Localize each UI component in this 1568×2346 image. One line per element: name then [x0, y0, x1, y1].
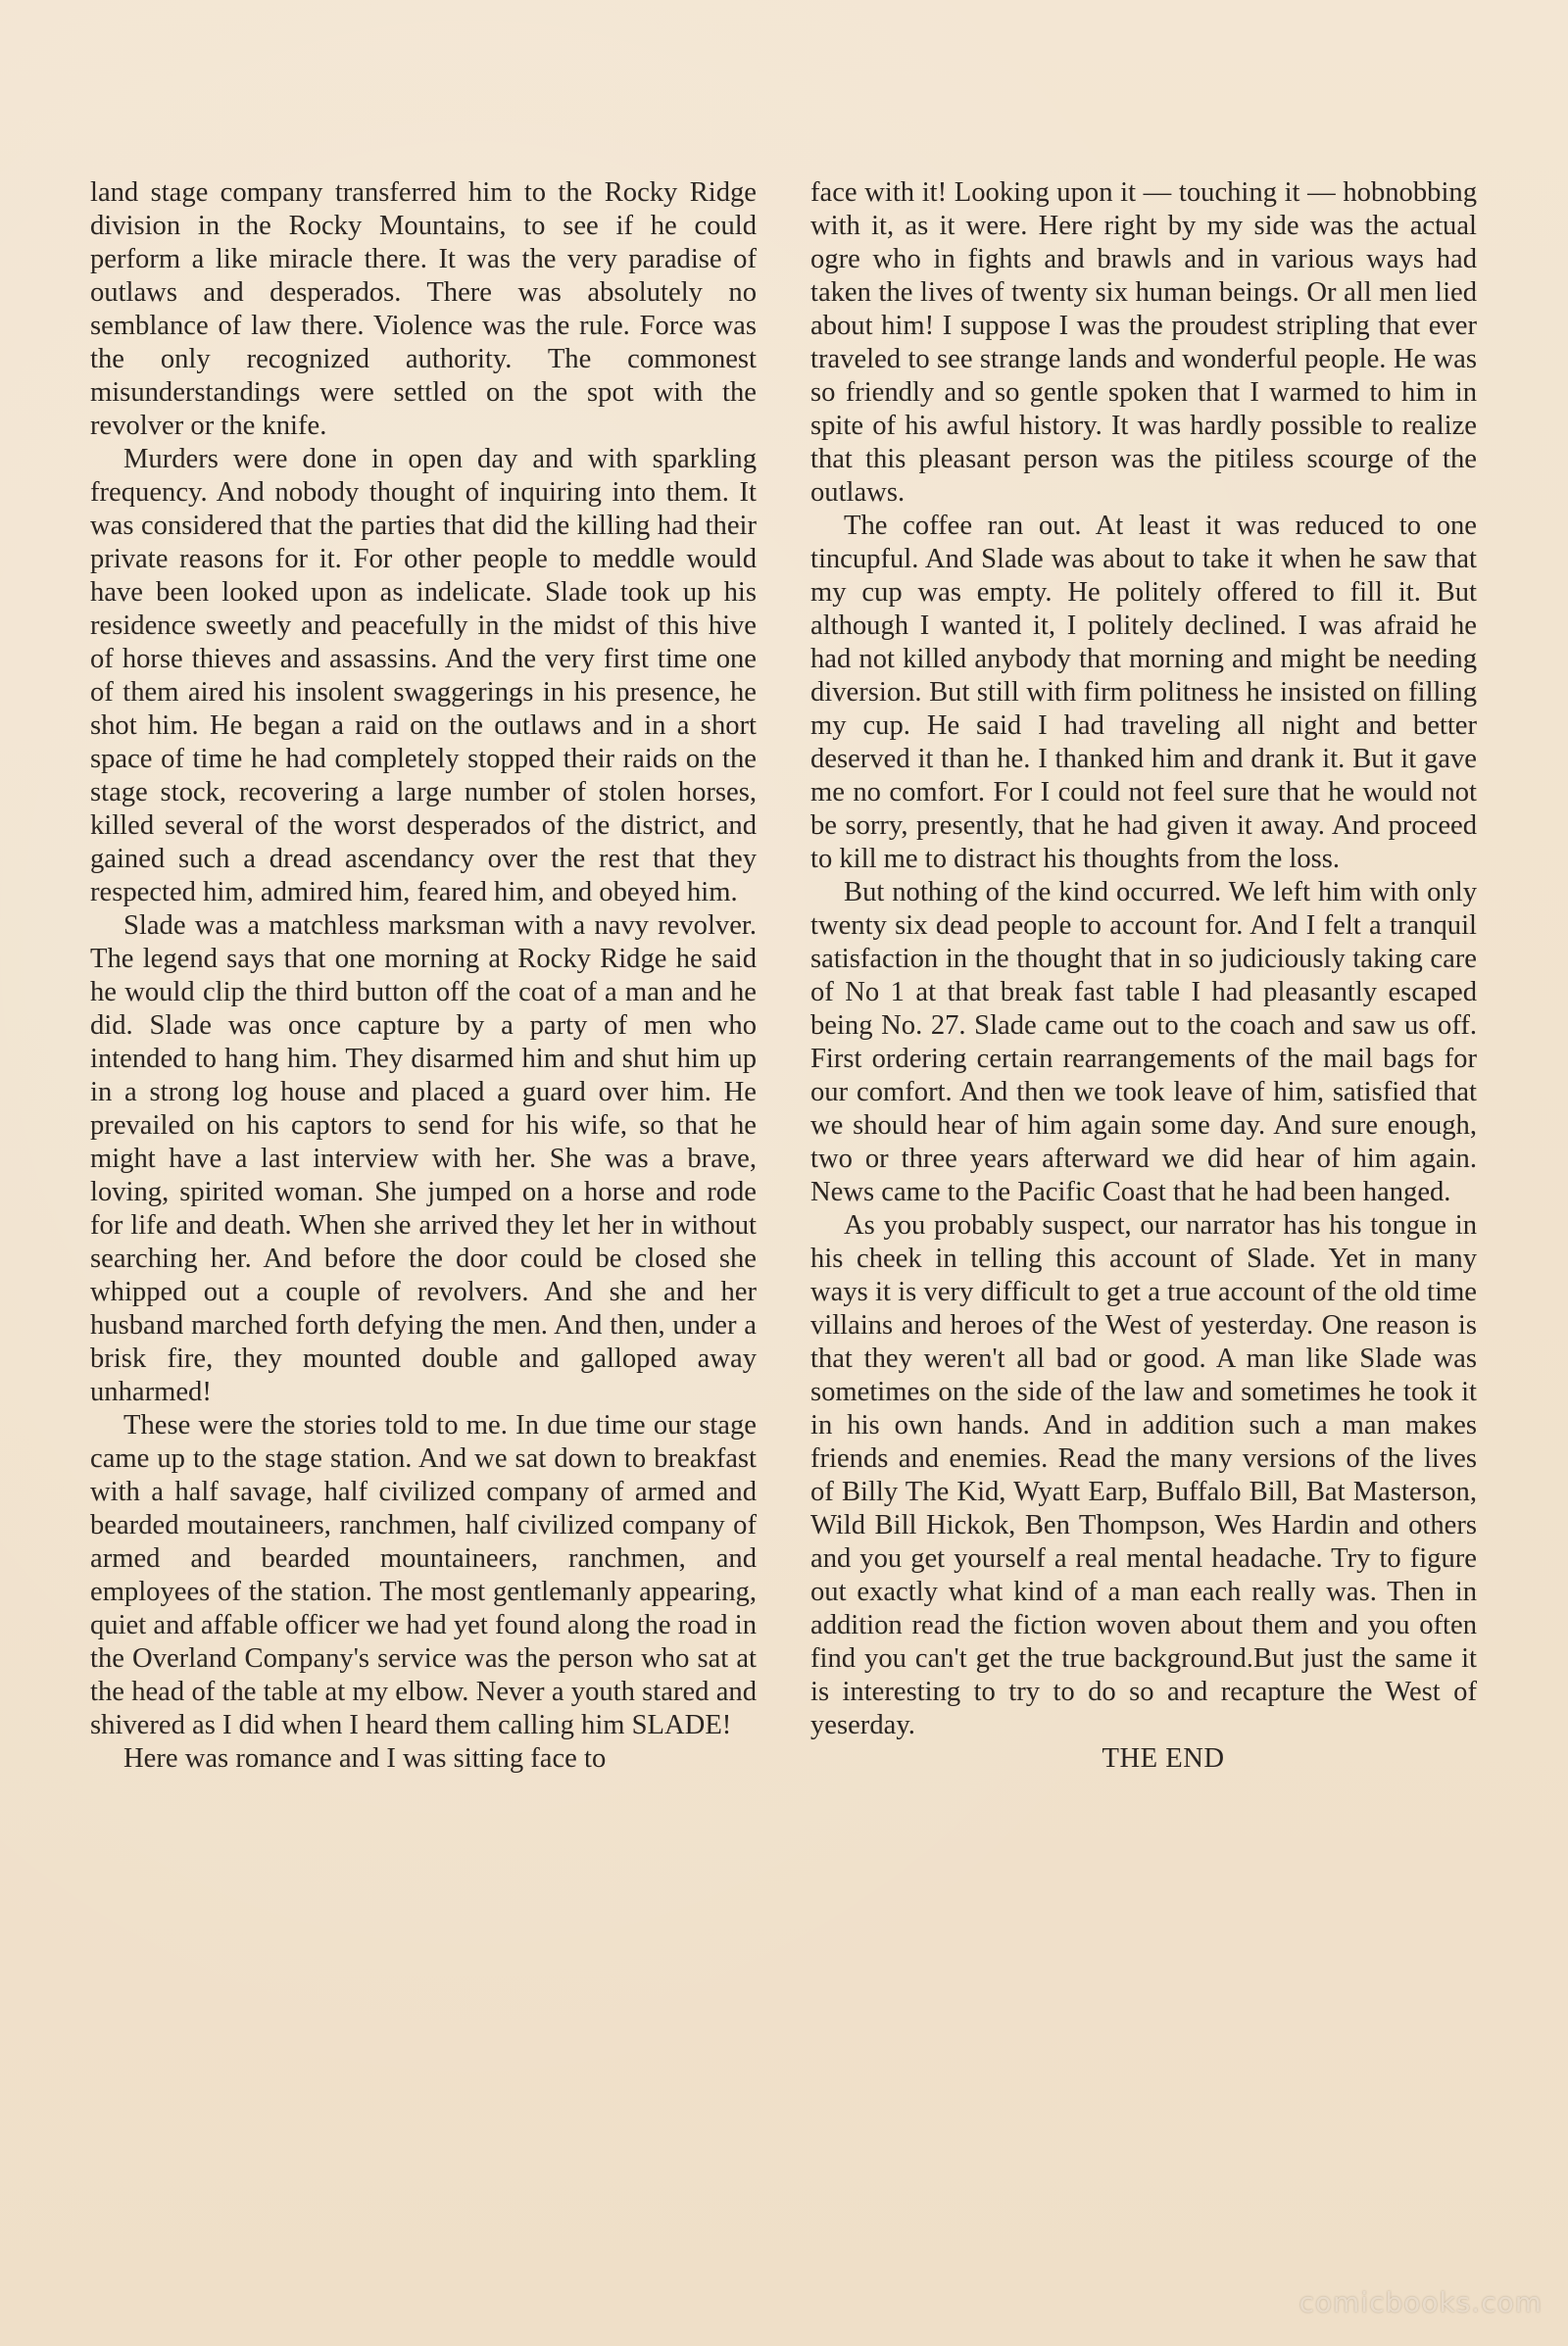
paragraph: As you probably suspect, our narrator has his tongue in his cheek in telling this account of Slade. Yet in many ways it is very difficult to get a true account of the old time villains and heroes of the West of yesterday. One reason is that they weren't all bad or good. A man like Slade was sometimes on the side of the law and sometimes he took it in his own hands. And in addition such a man makes friends and enemies. Read the many versions of the lives of Billy The Kid, Wyatt Earp, Buffalo Bill, Bat Masterson, Wild Bill Hickok, Ben Thompson, Wes Hardin and others and you get yourself a real mental headache. Try to figure out exactly what kind of a man each really was. Then in addition read the fiction woven about them and you often find you can't get the true background.But just the same it is interesting to try to do so and recapture the West of yeserday. [810, 1210, 1477, 1740]
watermark: comicbooks.com [1298, 2286, 1543, 2319]
article-column-right [810, 176, 1477, 1776]
paragraph: These were the stories told to me. In due time our stage came up to the stage station. And we sat down to breakfast with a half savage, half civilized company of armed and bearded moutaineers, ranchmen, half civilized company of armed and bearded mountaineers, ranchmen, and employees of the station. The most gentlemanly appearing, quiet and affable officer we had yet found along the road in the Overland Company's service was the person who sat at the head of the table at my elbow. Never a youth stared and shivered as I did when I heard them calling him SLADE! [90, 1410, 757, 1740]
paragraph: The coffee ran out. At least it was reduced to one tincupful. And Slade was about to take it when he saw that my cup was empty. He politely offered to fill it. But although I wanted it, I politely declined. I was afraid he had not killed anybody that morning and might be needing diversion. But still with firm politness he insisted on filling my cup. He said I had traveling all night and better deserved it than he. I thanked him and drank it. But it gave me no comfort. For I could not feel sure that he would not be sorry, presently, that he had given it away. And proceed to kill me to distract his thoughts from the loss. [810, 511, 1477, 874]
the-end-label: THE END [1102, 1743, 1225, 1774]
paragraph: Slade was a matchless marksman with a navy revolver. The legend says that one morning at Rocky Ridge he said he would clip the third button off the coat of a man and he did. Slade was once capture by a party of men who intended to hang him. They disarmed him and shut him up in a strong log house and placed a guard over him. He prevailed on his captors to send for his wife, so that he might have a last interview with her. She was a brave, loving, spirited woman. She jumped on a horse and rode for life and death. When she arrived they let her in without searching her. And before the door could be closed she whipped out a couple of revolvers. And she and her husband marched forth defying the men. And then, under a brisk fire, they mounted double and galloped away unharmed! [90, 910, 757, 1407]
paragraph: Murders were done in open day and with sparkling frequency. And nobody thought of inquiring into them. It was considered that the parties that did the killing had their private reasons for it. For other people to meddle would have been looked upon as indelicate. Slade took up his residence sweetly and peacefully in the midst of this hive of horse thieves and assassins. And the very first time one of them aired his insolent swaggerings in his presence, he shot him. He began a raid on the outlaws and in a short space of time he had completely stopped their raids on the stage stock, recovering a large number of stolen horses, killed several of the worst desperados of the district, and gained such a dread ascendancy over the rest that they respected him, admired him, feared him, and obeyed him. [90, 444, 757, 907]
paragraph: Here was romance and I was sitting face to [123, 1743, 607, 1774]
paragraph: land stage company transferred him to the Rocky Ridge division in the Rocky Mountains, to see if he could perform a like miracle there. It was the very paradise of outlaws and desperados. There was absolutely no semblance of law there. Violence was the rule. Force was the only recognized authority. The commonest misunderstandings were settled on the spot with the revolver or the knife. [90, 177, 757, 441]
article-column-left [90, 176, 757, 1776]
paragraph: face with it! Looking upon it — touching it — hobnobbing with it, as it were. Here right by my side was the actual ogre who in fights and brawls and in various ways had taken the lives of twenty six human beings. Or all men lied about him! I suppose I was the proudest stripling that ever traveled to see strange lands and wonderful people. He was so friendly and so gentle spoken that I warmed to him in spite of his awful history. It was hardly possible to realize that this pleasant person was the pitiless scourge of the outlaws. [810, 177, 1477, 508]
paragraph: But nothing of the kind occurred. We left him with only twenty six dead people to account for. And I felt a tranquil satisfaction in the thought that in so judiciously taking care of No 1 at that break fast table I had pleasantly escaped being No. 27. Slade came out to the coach and saw us off. First ordering certain rearrangements of the mail bags for our comfort. And then we took leave of him, satisfied that we should hear of him again some day. And sure enough, two or three years afterward we did hear of him again. News came to the Pacific Coast that he had been hanged. [810, 877, 1477, 1207]
